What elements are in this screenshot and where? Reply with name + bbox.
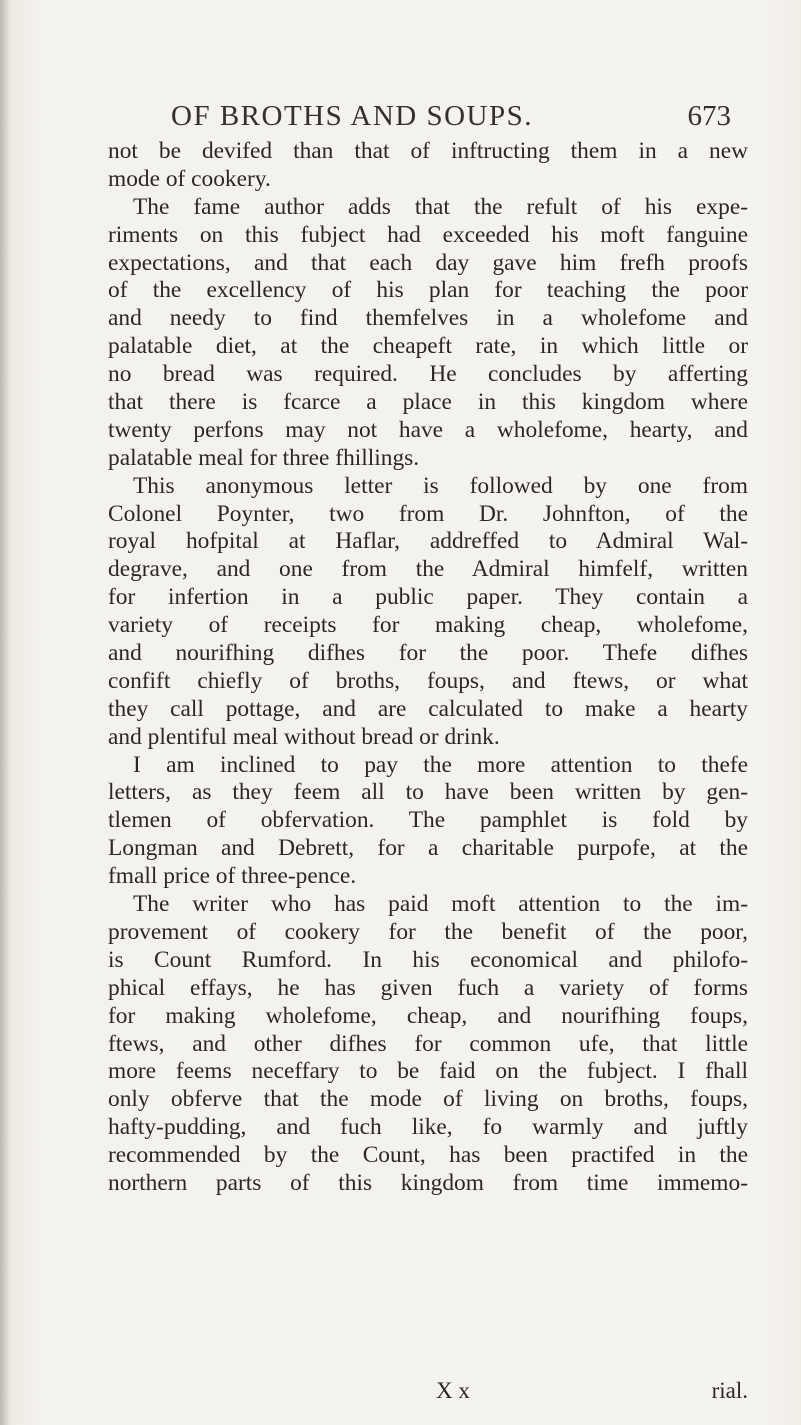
text-line: twenty perfons may not have a wholefome, hearty, and bbox=[108, 416, 748, 443]
body-text bbox=[108, 138, 748, 1198]
text-line: degrave, and one from the Admiral himfelf, written bbox=[108, 556, 748, 583]
text-line: more feems neceffary to be faid on the fubject. I fhall bbox=[108, 1058, 748, 1085]
text-line: that there is fcarce a place in this kingdom where bbox=[108, 389, 748, 416]
page-header bbox=[171, 100, 731, 140]
text-line: palatable meal for three fhillings. bbox=[108, 444, 420, 471]
text-line: for infertion in a public paper. They contain a bbox=[108, 584, 748, 611]
text-line: provement of cookery for the benefit of the poor, bbox=[108, 918, 748, 945]
text-line: of the excellency of his plan for teaching the poor bbox=[108, 277, 748, 304]
text-line: confift chiefly of broths, foups, and ftews, or what bbox=[108, 667, 748, 694]
text-line: and needy to find themfelves in a wholefome and bbox=[108, 305, 748, 332]
text-line: letters, as they feem all to have been written by gen- bbox=[108, 779, 748, 806]
text-line: I am inclined to pay the more attention to thefe bbox=[133, 751, 748, 778]
text-line: This anonymous letter is followed by one from bbox=[133, 472, 748, 499]
page-number: 673 bbox=[687, 100, 731, 132]
signature-mark: X x bbox=[436, 1378, 470, 1403]
text-line: no bread was required. He concludes by afferting bbox=[108, 361, 748, 388]
text-line: not be devifed than that of inftructing them in a new bbox=[108, 138, 748, 164]
text-line: expectations, and that each day gave him frefh proofs bbox=[108, 249, 748, 276]
text-line: only obferve that the mode of living on broths, foups, bbox=[108, 1086, 748, 1113]
text-line: is Count Rumford. In his economical and philofo- bbox=[108, 946, 748, 973]
text-line: for making wholefome, cheap, and nourifhing foups, bbox=[108, 1002, 748, 1029]
text-line: royal hofpital at Haflar, addreffed to Admiral Wal- bbox=[108, 528, 748, 555]
text-line: hafty-pudding, and fuch like, fo warmly and juftly bbox=[108, 1114, 748, 1141]
text-line: mode of cookery. bbox=[108, 165, 271, 192]
binding-edge bbox=[0, 0, 10, 1425]
text-line: tlemen of obfervation. The pamphlet is fold by bbox=[108, 807, 748, 834]
catchword: rial. bbox=[711, 1378, 748, 1403]
text-line: riments on this fubject had exceeded his moft fanguine bbox=[108, 221, 748, 248]
text-line: recommended by the Count, has been practifed in the bbox=[108, 1142, 748, 1169]
text-line: palatable diet, at the cheapeft rate, in which little or bbox=[108, 333, 748, 360]
text-line: Colonel Poynter, two from Dr. Johnfton, of the bbox=[108, 500, 748, 527]
text-line: they call pottage, and are calculated to make a hearty bbox=[108, 695, 748, 722]
text-line: Longman and Debrett, for a charitable purpofe, at the bbox=[108, 835, 748, 862]
text-line: The writer who has paid moft attention to the im- bbox=[133, 891, 748, 918]
text-line: and nourifhing difhes for the poor. Thefe difhes bbox=[108, 640, 748, 667]
text-line: fmall price of three-pence. bbox=[108, 863, 357, 890]
text-line: phical effays, he has given fuch a variety of forms bbox=[108, 974, 748, 1001]
text-line: variety of receipts for making cheap, wholefome, bbox=[108, 612, 748, 639]
running-head: OF BROTHS AND SOUPS. bbox=[171, 100, 533, 132]
text-line: northern parts of this kingdom from time immemo- bbox=[108, 1169, 748, 1196]
text-line: The fame author adds that the refult of his expe- bbox=[133, 193, 748, 220]
text-line: ftews, and other difhes for common ufe, that little bbox=[108, 1030, 748, 1057]
text-line: and plentiful meal without bread or drink. bbox=[108, 723, 500, 750]
page-footer bbox=[108, 1378, 748, 1408]
